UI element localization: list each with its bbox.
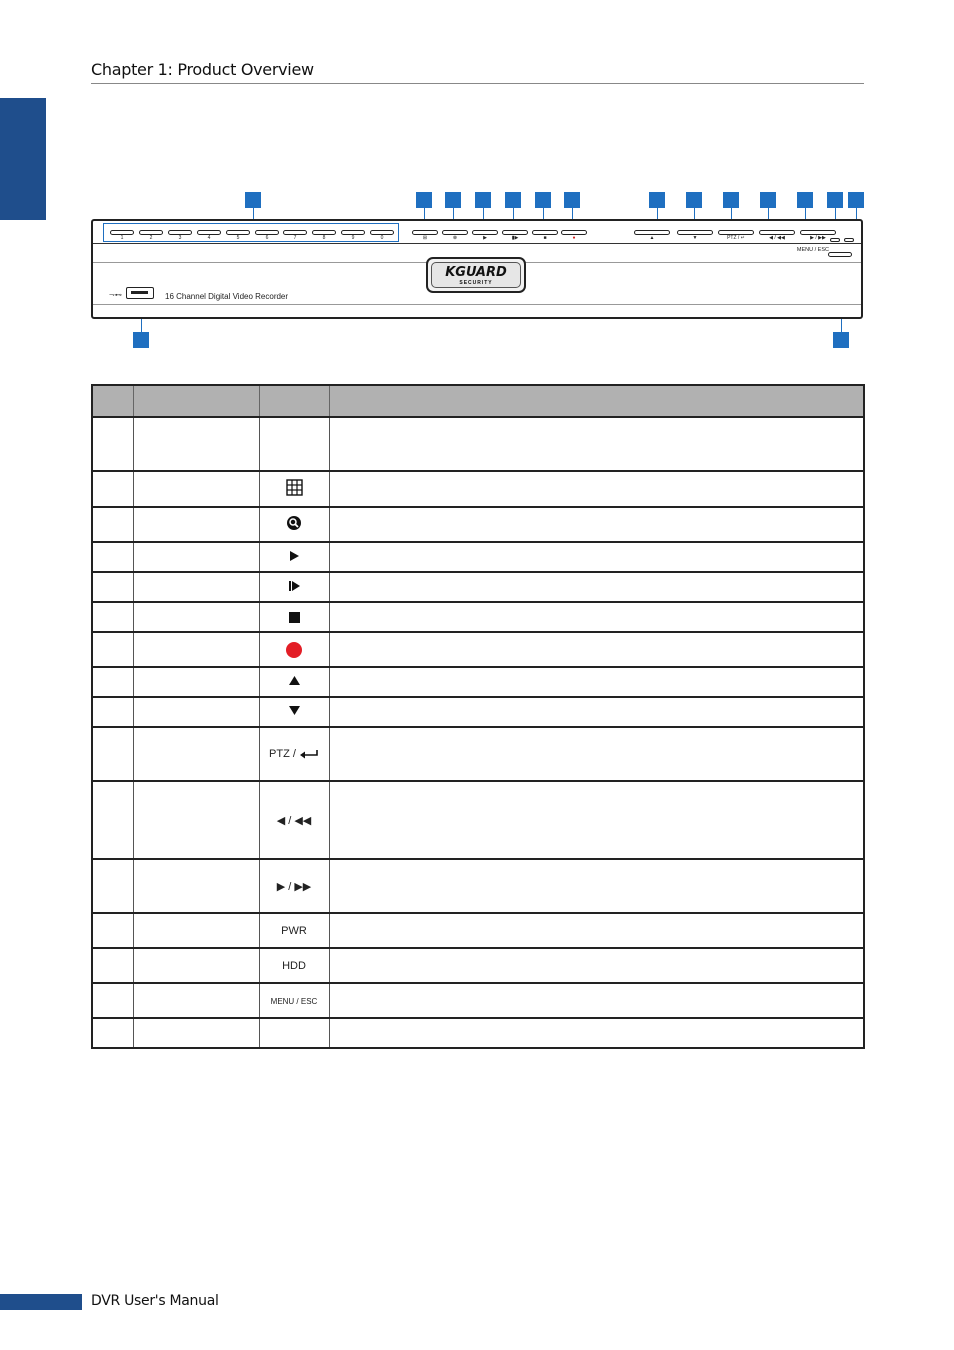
enter-icon	[299, 749, 319, 760]
table-row	[92, 1018, 864, 1048]
table-row	[92, 697, 864, 727]
callout-marker	[475, 192, 491, 208]
record-icon: ●	[572, 235, 576, 241]
channel-label: 9	[351, 235, 355, 241]
callout-marker	[564, 192, 580, 208]
callout-marker	[416, 192, 432, 208]
grid-icon: ⊞	[422, 235, 428, 241]
logo-plate	[431, 262, 521, 288]
manual-title: DVR User's Manual	[91, 1293, 219, 1309]
ptz-enter-icon: PTZ / ↵	[727, 235, 745, 241]
up-arrow-icon: ▲	[649, 235, 655, 241]
table-row	[92, 948, 864, 983]
down-arrow-icon	[288, 705, 301, 716]
right-forward-icon: ▶ / ▶▶	[810, 235, 826, 241]
step-play-icon	[288, 580, 301, 592]
callout-marker	[723, 192, 739, 208]
channel-label: 5	[236, 235, 240, 241]
zoom-icon: ⊗	[452, 235, 458, 241]
usb-icon: ⇁⊷	[109, 292, 122, 299]
channel-label: 4	[207, 235, 211, 241]
channel-label: 7	[293, 235, 297, 241]
buttons-table	[91, 384, 865, 1049]
step-play-icon: ▮▶	[511, 235, 519, 241]
table-row	[92, 983, 864, 1018]
channel-label: 1	[120, 235, 124, 241]
callout-marker	[827, 192, 843, 208]
record-icon	[286, 642, 302, 658]
header-cell	[133, 385, 259, 417]
table-row	[92, 471, 864, 507]
table-row	[92, 542, 864, 572]
callout-marker	[505, 192, 521, 208]
play-icon: ▶	[483, 235, 487, 241]
callout-marker	[649, 192, 665, 208]
callout-marker	[535, 192, 551, 208]
table-row	[92, 859, 864, 913]
hdd-label: HDD	[282, 959, 306, 972]
play-icon	[288, 550, 300, 562]
table-row	[92, 667, 864, 697]
logo-brand: KGUARD	[445, 265, 507, 280]
footer-bar	[0, 1294, 82, 1310]
callout-marker	[445, 192, 461, 208]
dvr-front-panel	[91, 219, 863, 319]
table-header-row	[92, 385, 864, 417]
header-rule	[91, 83, 864, 84]
table-row	[92, 572, 864, 602]
stop-icon	[289, 612, 300, 623]
table-row	[92, 727, 864, 781]
pwr-label: PWR	[281, 924, 307, 937]
callout-marker	[686, 192, 702, 208]
hdd-led	[844, 238, 854, 242]
table-row	[92, 507, 864, 542]
menu-esc-label: MENU / ESC	[270, 996, 318, 1006]
header-cell	[259, 385, 329, 417]
header-cell	[329, 385, 864, 417]
model-label: 16 Channel Digital Video Recorder	[165, 292, 289, 301]
channel-label: 3	[178, 235, 182, 241]
channel-label: 6	[265, 235, 269, 241]
table-row	[92, 913, 864, 948]
table-row	[92, 602, 864, 632]
zoom-icon	[286, 515, 302, 531]
up-arrow-icon	[288, 675, 301, 686]
table-row	[92, 632, 864, 667]
stop-icon: ■	[543, 235, 547, 241]
kguard-logo	[426, 257, 526, 293]
menu-esc-button[interactable]	[828, 252, 852, 257]
panel-divider	[93, 243, 861, 244]
grid-icon	[286, 479, 303, 496]
ptz-label: PTZ /	[269, 748, 296, 760]
callout-marker	[133, 332, 149, 348]
right-forward-icon: ▶ / ▶▶	[276, 880, 312, 893]
callout-marker	[833, 332, 849, 348]
callout-marker	[797, 192, 813, 208]
menu-esc-label: MENU / ESC	[796, 247, 829, 253]
chapter-side-tab	[0, 98, 46, 220]
channel-label: 8	[322, 235, 326, 241]
channel-label: 2	[149, 235, 153, 241]
table-row	[92, 781, 864, 859]
callout-marker	[245, 192, 261, 208]
panel-divider	[93, 304, 861, 305]
power-led	[830, 238, 840, 242]
chapter-title: Chapter 1: Product Overview	[91, 60, 314, 79]
left-rewind-icon: ◀ / ◀◀	[276, 814, 312, 827]
left-rewind-icon: ◀ / ◀◀	[769, 235, 785, 241]
callout-marker	[760, 192, 776, 208]
channel-label: 0	[380, 235, 384, 241]
usb-port[interactable]	[126, 287, 154, 299]
logo-tagline: SECURITY	[459, 280, 493, 286]
table-row	[92, 417, 864, 471]
down-arrow-icon: ▼	[692, 235, 698, 241]
callout-marker	[848, 192, 864, 208]
header-cell	[92, 385, 133, 417]
